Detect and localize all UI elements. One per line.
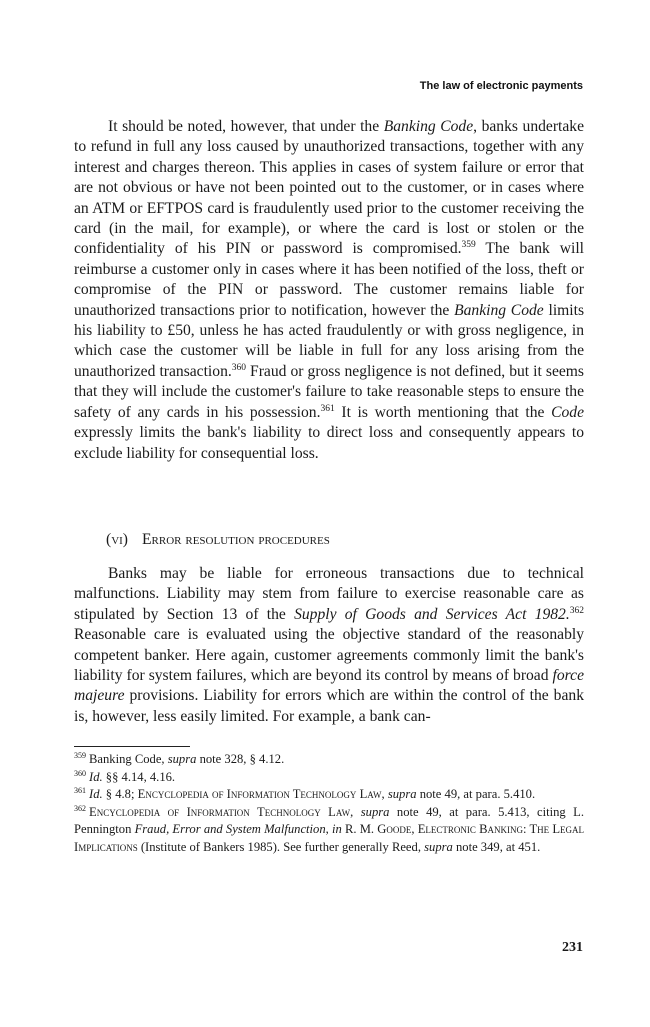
text-run-italic: supra: [424, 839, 453, 854]
text-run: ,: [350, 804, 361, 819]
page-number: 231: [562, 940, 583, 955]
text-run: ,: [381, 787, 388, 802]
body-paragraph-1: [74, 117, 584, 464]
text-run: expressly limits the bank's liability to direct loss and consequently appears to exclude liability for consequential loss.: [74, 424, 584, 462]
text-run: limits his liability to £50, unless he has acted fraudulently or with gross negligence, in which case the customer will be liable in full for any loss arising from the unauthorized transaction.: [74, 301, 585, 380]
text-run: (Institute of Bankers 1985). See further generally Reed,: [137, 839, 425, 854]
text-run: note 349, at 451.: [452, 839, 541, 854]
section-title: Error resolution procedures: [142, 531, 330, 548]
text-run-italic: Fraud, Error and System Malfunction: [134, 822, 326, 837]
text-run-italic: supra: [167, 752, 197, 766]
footnote-ref[interactable]: 359: [461, 240, 476, 251]
body-paragraph-2: [74, 564, 584, 727]
text-run: note 328, § 4.12.: [196, 752, 285, 766]
text-run-italic: in: [331, 822, 342, 837]
text-run: Banking Code,: [89, 752, 168, 766]
text-run: ,: [411, 822, 418, 837]
footnote-number: 362: [74, 803, 86, 813]
footnote-divider: [74, 746, 190, 747]
footnote-360: [74, 769, 584, 787]
footnote-362: [74, 804, 584, 857]
text-run-italic: Id.: [89, 787, 103, 802]
text-run: Fraud or gross negligence is not defined, but it seems that they will include the customer's failure to take reasonable steps to ensure the safety of any cards in his possession.: [74, 362, 584, 421]
footnote-number: 359: [74, 751, 86, 760]
text-run: Banks may be liable for erroneous transactions due to technical malfunctions. Liability may stem from failure to exercise reasonable care as stipulated by Section 13 of the: [74, 565, 584, 623]
text-run: It should be noted, however, that under the: [108, 118, 384, 135]
text-run-italic: Code: [551, 403, 584, 421]
text-run-italic: force majeure: [74, 667, 584, 705]
footnote-number: 361: [74, 786, 86, 796]
text-run-italic: Supply of Goods and Services Act 1982.: [294, 605, 570, 623]
text-run: §§ 4.14, 4.16.: [102, 769, 176, 784]
text-run-italic: Banking Code: [454, 301, 544, 319]
section-number: (vi): [106, 531, 128, 548]
text-run: , banks undertake to refund in full any loss caused by unauthorized transactions, together with any interest and charges thereon. This applies in cases of system failure or error that are not obvious or have not been pointed out to the customer, or in cases where an ATM or EFTPOS card is fraudulently used prior to the customer receiving the card (in the mail, for example), or where the card is lost or stolen or the confidentiality of his PIN or password is compromised.: [74, 118, 584, 258]
text-run: The bank will reimburse a customer only in cases where it has been notified of the loss, theft or compromise of the PIN or password. The customer remains liable for unauthorized transactions prior to notification, however the: [74, 240, 584, 319]
text-run-smallcaps: Electronic Banking: The Legal Implications: [74, 822, 585, 854]
text-run-italic: Id.: [89, 769, 103, 784]
text-run-smallcaps: Encyclopedia of Information Technology Law: [89, 804, 351, 819]
text-run: R. M.: [341, 822, 378, 837]
text-run: Reasonable care is evaluated using the objective standard of the reasonably competent banker. Here again, customer agreements commonly limit the bank's liability for system failures, which are beyond its control by means of broad: [74, 626, 584, 685]
footnote-number: 360: [74, 768, 86, 778]
footnote-361: [74, 786, 584, 804]
section-heading: [106, 530, 330, 550]
text-run: § 4.8;: [102, 787, 138, 802]
text-run-smallcaps: Goode: [377, 822, 412, 837]
text-run: note 49, at para. 5.410.: [416, 787, 536, 802]
footnotes-section: [74, 751, 584, 857]
text-run-italic: supra: [360, 804, 390, 819]
footnote-ref[interactable]: 360: [231, 362, 247, 373]
text-run-smallcaps: Encyclopedia of Information Technology Law: [137, 787, 382, 802]
text-run: note 49, at para. 5.413, citing L. Pennington: [74, 804, 584, 837]
text-run-italic: Banking Code: [383, 118, 474, 135]
text-run: ,: [325, 822, 332, 837]
footnote-359: [74, 751, 584, 769]
footnote-ref[interactable]: 362: [569, 605, 584, 616]
text-run: provisions. Liability for errors which are within the control of the bank is, however, less easily limited. For example, a bank can-: [74, 687, 584, 725]
running-header: The law of electronic payments: [419, 80, 583, 92]
text-run-italic: supra: [387, 787, 417, 802]
text-run: It is worth mentioning that the: [334, 403, 552, 421]
footnote-ref[interactable]: 361: [320, 403, 335, 414]
